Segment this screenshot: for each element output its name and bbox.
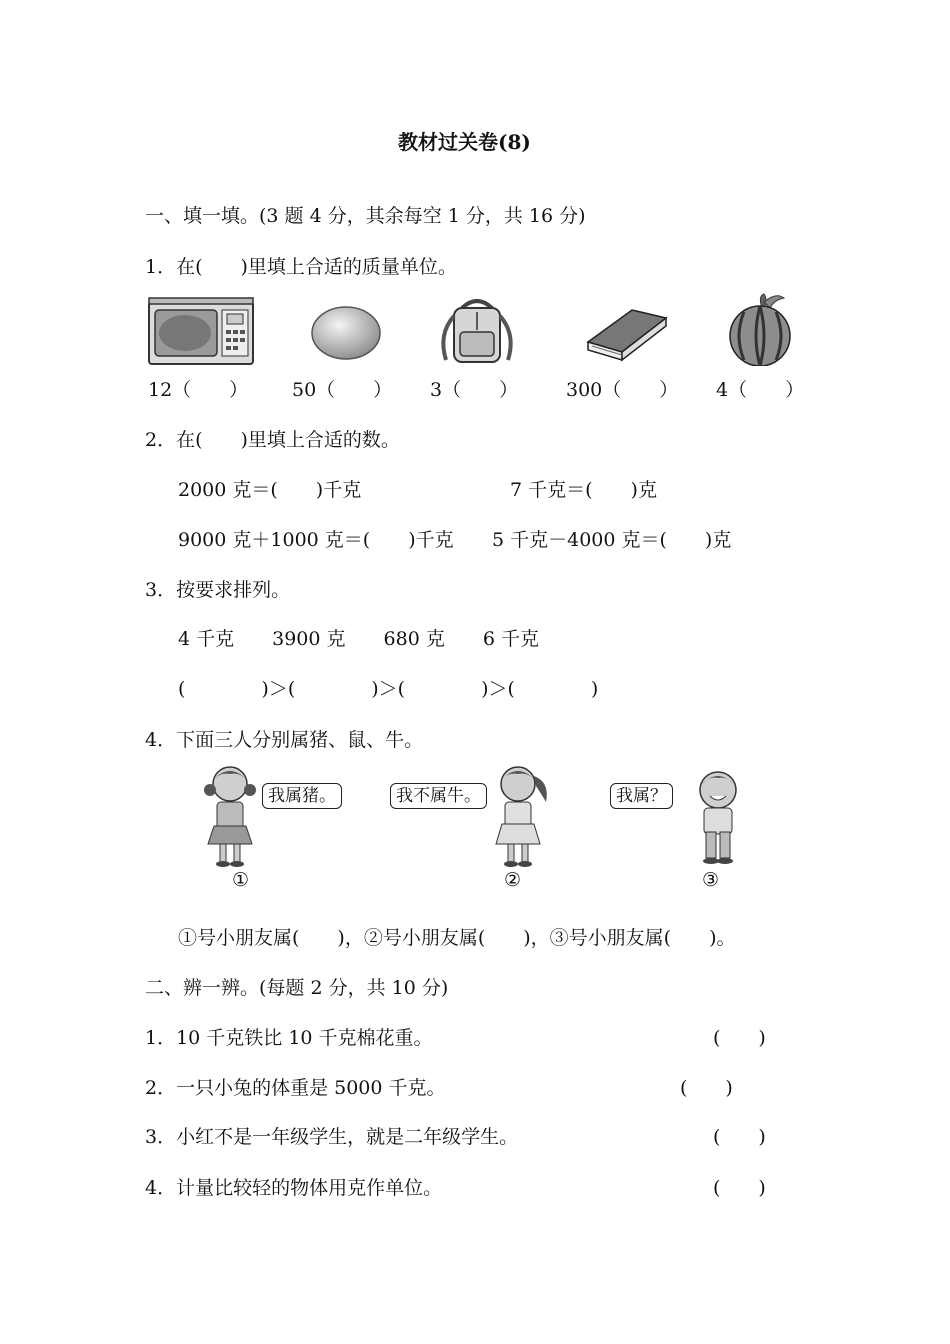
book-icon bbox=[584, 306, 670, 362]
judge-item-3: 3．小红不是一年级学生，就是二年级学生。 bbox=[145, 1126, 519, 1148]
kid2-speech-bubble: 我不属牛。 bbox=[390, 783, 487, 809]
girl-1-illustration bbox=[200, 762, 260, 870]
q1-answer-watermelon[interactable]: 4（ ） bbox=[716, 379, 805, 401]
judge-bracket-3[interactable]: ( ) bbox=[713, 1126, 766, 1148]
backpack-icon bbox=[434, 294, 520, 366]
kid1-speech-bubble: 我属猪。 bbox=[262, 783, 342, 809]
q1-answer-microwave[interactable]: 12（ ） bbox=[148, 379, 249, 401]
judge-item-2: 2．一只小兔的体重是 5000 千克。 bbox=[145, 1077, 446, 1099]
q2-text: 2．在( )里填上合适的数。 bbox=[145, 429, 400, 451]
q2-row1-right[interactable]: 7 千克＝( )克 bbox=[510, 479, 657, 501]
q2-row2-left[interactable]: 9000 克＋1000 克＝( )千克 bbox=[178, 529, 454, 551]
q1-answer-book[interactable]: 300（ ） bbox=[566, 379, 679, 401]
q2-row2-right[interactable]: 5 千克－4000 克＝( )克 bbox=[492, 529, 732, 551]
q1-text: 1．在( )里填上合适的质量单位。 bbox=[145, 256, 457, 278]
kid3-speech-bubble: 我属？ bbox=[610, 783, 673, 809]
q4-text: 4．下面三人分别属猪、鼠、牛。 bbox=[145, 729, 424, 751]
kid3-number: ③ bbox=[702, 869, 720, 891]
q1-answer-backpack[interactable]: 3（ ） bbox=[430, 379, 519, 401]
judge-bracket-4[interactable]: ( ) bbox=[713, 1177, 766, 1199]
boy-3-illustration bbox=[688, 768, 748, 868]
microwave-icon bbox=[147, 296, 255, 366]
judge-item-1: 1．10 千克铁比 10 千克棉花重。 bbox=[145, 1027, 433, 1049]
q3-order-blanks[interactable]: ( )＞( )＞( )＞( ) bbox=[178, 678, 599, 700]
q4-answer[interactable]: ①号小朋友属( )，②号小朋友属( )，③号小朋友属( )。 bbox=[178, 927, 736, 949]
kid2-number: ② bbox=[504, 869, 522, 891]
judge-item-4: 4．计量比较轻的物体用克作单位。 bbox=[145, 1177, 443, 1199]
judge-bracket-2[interactable]: ( ) bbox=[680, 1077, 733, 1099]
q3-items: 4 千克 3900 克 680 克 6 千克 bbox=[178, 628, 539, 650]
q1-answer-egg[interactable]: 50（ ） bbox=[292, 379, 393, 401]
page-title: 教材过关卷(8) bbox=[398, 130, 531, 154]
egg-icon bbox=[310, 304, 382, 362]
q3-text: 3．按要求排列。 bbox=[145, 579, 291, 601]
q2-row1-left[interactable]: 2000 克＝( )千克 bbox=[178, 479, 362, 501]
girl-2-illustration bbox=[488, 762, 554, 870]
section2-heading: 二、辨一辨。(每题 2 分，共 10 分) bbox=[145, 977, 449, 999]
watermelon-icon bbox=[724, 292, 800, 366]
judge-bracket-1[interactable]: ( ) bbox=[713, 1027, 766, 1049]
section1-heading: 一、填一填。(3 题 4 分，其余每空 1 分，共 16 分) bbox=[145, 205, 586, 227]
kid1-number: ① bbox=[232, 869, 250, 891]
